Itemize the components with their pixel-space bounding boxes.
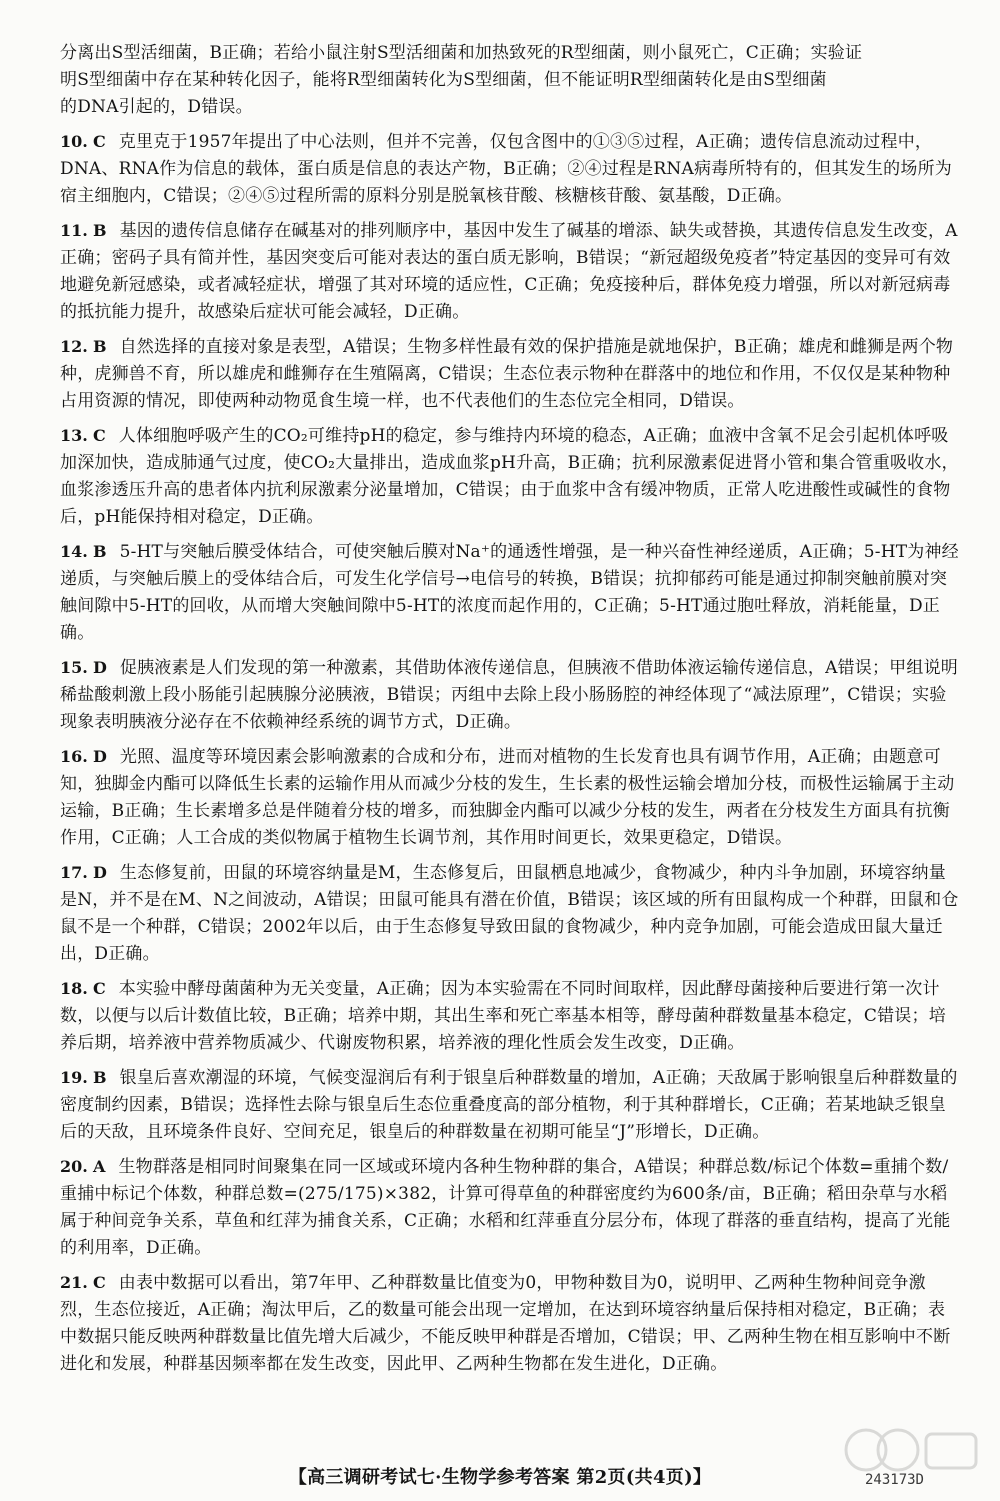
item-answer: B	[92, 221, 107, 240]
item-answer: C	[92, 132, 106, 151]
intro-paragraph	[60, 40, 960, 121]
item-explanation: 光照、温度等环境因素会影响激素的合成和分布，进而对植物的生长发育也具有调节作用，A正确；由题意可知，独脚金内酯可以降低生长素的运输作用从而减少分枝的发生，生长素的极性运输会增加分枝，而极性运输属于主动运输，B正确；生长素增多总是伴随着分枝的增多，而独脚金内酯可以减少分枝的发生，两者在分枝发生方面具有抗衡作用，C正确；人工合成的类似物属于植物生长调节剂，其作用时间更长，效果更稳定，D错误。	[60, 747, 955, 848]
item-number: 21.	[60, 1273, 88, 1292]
item-explanation: 生物群落是相同时间聚集在同一区域或环境内各种生物种群的集合，A错误；种群总数/标记个体数=重捕个数/重捕中标记个体数，种群总数=(275/175)×382，计算可得草鱼的种群密度约为600条/亩，B正确；稻田杂草与水稻属于种间竞争关系，草鱼和红萍为捕食关系，C正确；水稻和红萍垂直分层分布，体现了群落的垂直结构，提高了光能的利用率，D正确。	[60, 1157, 951, 1258]
answer-item-18	[60, 976, 960, 1057]
answer-item-14	[60, 539, 960, 647]
item-number: 17.	[60, 863, 88, 882]
intro-line: 明S型细菌中存在某种转化因子，能将R型细菌转化为S型细菌，但不能证明R型细菌转化是由S型细菌	[60, 70, 827, 90]
answer-item-21	[60, 1270, 960, 1378]
answer-item-15	[60, 655, 960, 736]
item-explanation: 人体细胞呼吸产生的CO₂可维持pH的稳定，参与维持内环境的稳态，A正确；血液中含氧不足会引起机体呼吸加深加快，造成肺通气过度，使CO₂大量排出，造成血浆pH升高，B正确；抗利尿激素促进肾小管和集合管重吸收水，血浆渗透压升高的患者体内抗利尿激素分泌量增加，C错误；由于血浆中含有缓冲物质，正常人吃进酸性或碱性的食物后，pH能保持相对稳定，D正确。	[60, 426, 959, 527]
item-number: 14.	[60, 542, 88, 561]
item-answer: A	[92, 1157, 106, 1176]
item-number: 10.	[60, 132, 88, 151]
item-answer: B	[92, 1068, 107, 1087]
answer-item-13	[60, 423, 960, 531]
item-answer: D	[92, 658, 107, 677]
item-explanation: 自然选择的直接对象是表型，A错误；生物多样性最有效的保护措施是就地保护，B正确；雄虎和雌狮是两个物种，虎狮兽不育，所以雄虎和雌狮存在生殖隔离，C错误；生态位表示物种在群落中的地位和作用，不仅仅是某种物种占用资源的情况，即使两种动物觅食生境一样，也不代表他们的生态位完全相同，D错误。	[60, 337, 954, 411]
item-answer: C	[92, 979, 106, 998]
page-footer: 【高三调研考试七·生物学参考答案 第2页(共4页)】	[288, 1467, 712, 1488]
document-code: 243173D	[864, 1472, 924, 1488]
item-answer: C	[92, 1273, 106, 1292]
item-explanation: 生态修复前，田鼠的环境容纳量是M，生态修复后，田鼠栖息地减少，食物减少，种内斗争加剧，环境容纳量是N，并不是在M、N之间波动，A错误；田鼠可能具有潜在价值，B错误；该区域的所有田鼠构成一个种群，田鼠和仓鼠不是一个种群，C错误；2002年以后，由于生态修复导致田鼠的食物减少，种内竞争加剧，可能会造成田鼠大量迁出，D正确。	[60, 863, 959, 964]
item-number: 12.	[60, 337, 88, 356]
item-answer: D	[92, 863, 107, 882]
item-explanation: 克里克于1957年提出了中心法则，但并不完善，仅包含图中的①③⑤过程，A正确；遗传信息流动过程中，DNA、RNA作为信息的载体，蛋白质是信息的表达产物，B正确；②④过程是RNA病毒所特有的，但其发生的场所为宿主细胞内，C错误；②④⑤过程所需的原料分别是脱氧核苷酸、核糖核苷酸、氨基酸，D正确。	[60, 132, 952, 206]
item-explanation: 由表中数据可以看出，第7年甲、乙种群数量比值变为0，甲物种数目为0，说明甲、乙两种生物种间竞争激烈，生态位接近，A正确；淘汰甲后，乙的数量可能会出现一定增加，在达到环境容纳量后保持相对稳定，B正确；表中数据只能反映两种群数量比值先增大后减少，不能反映甲种群是否增加，C错误；甲、乙两种生物在相互影响中不断进化和发展，种群基因频率都在发生改变，因此甲、乙两种生物都在发生进化，D正确。	[60, 1273, 951, 1374]
item-explanation: 促胰液素是人们发现的第一种激素，其借助体液传递信息，但胰液不借助体液运输传递信息，A错误；甲组说明稀盐酸刺激上段小肠能引起胰腺分泌胰液，B错误；丙组中去除上段小肠肠腔的神经体现了“减法原理”，C错误；实验现象表明胰液分泌存在不依赖神经系统的调节方式，D正确。	[60, 658, 958, 732]
item-answer: D	[92, 747, 107, 766]
item-number: 20.	[60, 1157, 88, 1176]
answer-item-17	[60, 860, 960, 968]
item-explanation: 本实验中酵母菌菌种为无关变量，A正确；因为本实验需在不同时间取样，因此酵母菌接种后要进行第一次计数，以便与以后计数值比较，B正确；培养中期，其出生率和死亡率基本相等，酵母菌种群数量基本稳定，C错误；培养后期，培养液中营养物质减少、代谢废物积累，培养液的理化性质会发生改变，D正确。	[60, 979, 946, 1053]
item-number: 13.	[60, 426, 88, 445]
answer-item-20	[60, 1154, 960, 1262]
item-answer: C	[92, 426, 106, 445]
answer-item-19	[60, 1065, 960, 1146]
item-number: 16.	[60, 747, 88, 766]
item-number: 11.	[60, 221, 88, 240]
answer-item-12	[60, 334, 960, 415]
item-explanation: 基因的遗传信息储存在碱基对的排列顺序中，基因中发生了碱基的增添、缺失或替换，其遗传信息发生改变，A正确；密码子具有简并性，基因突变后可能对表达的蛋白质无影响，B错误；“新冠超级免疫者”特定基因的变异可有效地避免新冠感染，或者减轻症状，增强了其对环境的适应性，C正确；免疫接种后，群体免疫力增强，所以对新冠病毒的抵抗能力提升，故感染后症状可能会减轻，D正确。	[60, 221, 958, 322]
item-number: 18.	[60, 979, 88, 998]
item-explanation: 5-HT与突触后膜受体结合，可使突触后膜对Na⁺的通透性增强，是一种兴奋性神经递质，A正确；5-HT为神经递质，与突触后膜上的受体结合后，可发生化学信号→电信号的转换，B错误；抗抑郁药可能是通过抑制突触前膜对突触间隙中5-HT的回收，从而增大突触间隙中5-HT的浓度而起作用的，C正确；5-HT通过胞吐释放，消耗能量，D正确。	[60, 542, 959, 643]
item-answer: B	[92, 337, 107, 356]
intro-line: 的DNA引起的，D错误。	[60, 97, 253, 117]
intro-line: 分离出S型活细菌，B正确；若给小鼠注射S型活细菌和加热致死的R型细菌，则小鼠死亡，C正确；实验证	[60, 43, 863, 63]
answer-item-10	[60, 129, 960, 210]
item-number: 19.	[60, 1068, 88, 1087]
item-explanation: 银皇后喜欢潮湿的环境，气候变湿润后有利于银皇后种群数量的增加，A正确；天敌属于影响银皇后种群数量的密度制约因素，B错误；选择性去除与银皇后生态位重叠度高的部分植物，利于其种群增长，C正确；若某地缺乏银皇后的天敌，且环境条件良好、空间充足，银皇后的种群数量在初期可能呈“J”形增长，D正确。	[60, 1068, 958, 1142]
answer-document	[60, 40, 960, 1378]
item-answer: B	[92, 542, 107, 561]
answer-item-11	[60, 218, 960, 326]
item-number: 15.	[60, 658, 88, 677]
answer-item-16	[60, 744, 960, 852]
